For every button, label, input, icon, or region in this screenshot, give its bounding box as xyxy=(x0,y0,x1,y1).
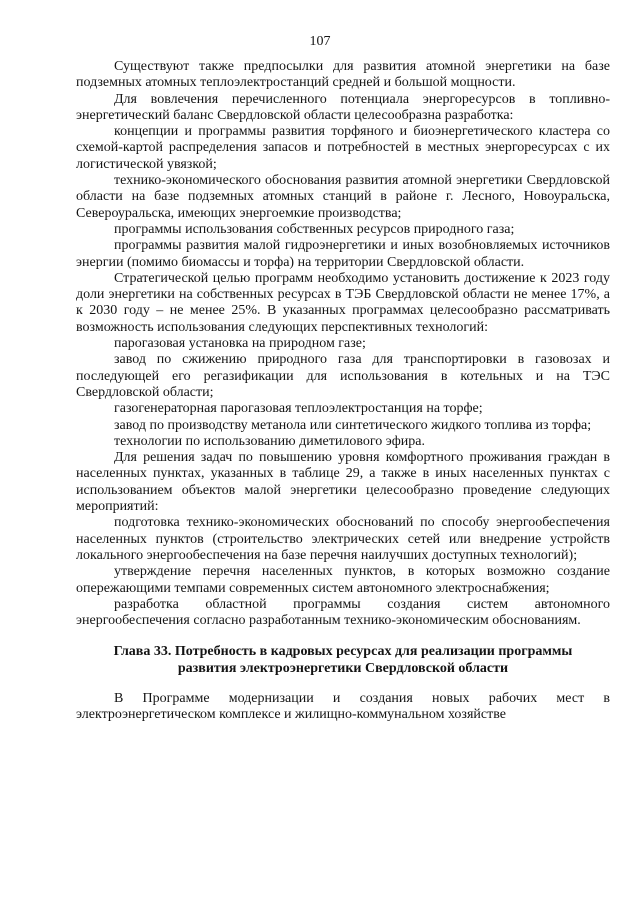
paragraph: В Программе модернизации и создания новых рабочих мест в электроэнергетическом комплексе и жилищно-коммунальном хозяйстве xyxy=(76,690,610,723)
paragraph: Существуют также предпосылки для развития атомной энергетики на базе подземных атомных теплоэлектростанций средней и большой мощности. xyxy=(76,59,610,91)
document-body xyxy=(76,59,610,724)
paragraph: Стратегической целью программ необходимо установить достижение к 2023 году доли энергетики на собственных ресурсах в ТЭБ Свердловской области не менее 17%, а к 2030 году – не менее 25%. В указанных программах целесообразно рассматривать возможность использования следующих перспективных технологий: xyxy=(76,270,610,335)
list-item: программы развития малой гидроэнергетики и иных возобновляемых источников энергии (помимо биомассы и торфа) на территории Свердловской области. xyxy=(76,238,610,270)
list-item: технологии по использованию диметилового эфира. xyxy=(114,433,425,449)
list-item: парогазовая установка на природном газе; xyxy=(114,336,366,352)
list-item: технико-экономического обоснования развития атомной энергетики Свердловской области на базе подземных атомных станций в районе г. Лесного, Новоуральска, Североуральска, имеющих энергоемкие производства; xyxy=(76,173,610,221)
paragraph: Для вовлечения перечисленного потенциала энергоресурсов в топливно-энергетический баланс Свердловской области целесообразна разработка: xyxy=(76,91,610,123)
page-number: 107 xyxy=(309,34,331,49)
list-item: завод по производству метанола или синтетического жидкого топлива из торфа; xyxy=(114,417,592,433)
list-item: утверждение перечня населенных пунктов, в которых возможно создание опережающими темпами современных систем автономного электроснабжения; xyxy=(76,564,610,596)
list-item: подготовка технико-экономических обоснований по способу энергообеспечения населенных пунктов (строительство электрических сетей или внедрение устройств локального энергообеспечения на базе перечня наилучших доступных технологий); xyxy=(76,515,610,563)
list-item: разработка областной программы создания систем автономного энергообеспечения согласно разработанным технико-экономическим обоснованиям. xyxy=(76,596,610,629)
list-item: программы использования собственных ресурсов природного газа; xyxy=(114,221,515,237)
list-item: газогенераторная парогазовая теплоэлектростанция на торфе; xyxy=(114,401,483,417)
list-item: концепции и программы развития торфяного и биоэнергетического кластера со схемой-картой распределения запасов и потребностей в местных энергоресурсах с их логистической увязкой; xyxy=(76,124,610,172)
chapter-heading: Глава 33. Потребность в кадровых ресурсах для реализации программы развития электроэнергетики Свердловской области xyxy=(113,644,573,676)
paragraph: Для решения задач по повышению уровня комфортного проживания граждан в населенных пунктах, указанных в таблице 29, а также в иных населенных пунктах с использованием объектов малой энергетики целесообразно проведение следующих мероприятий: xyxy=(76,450,610,515)
list-item: завод по сжижению природного газа для транспортировки в газовозах и последующей его регазификации для использования в котельных и на ТЭС Свердловской области; xyxy=(76,352,610,400)
